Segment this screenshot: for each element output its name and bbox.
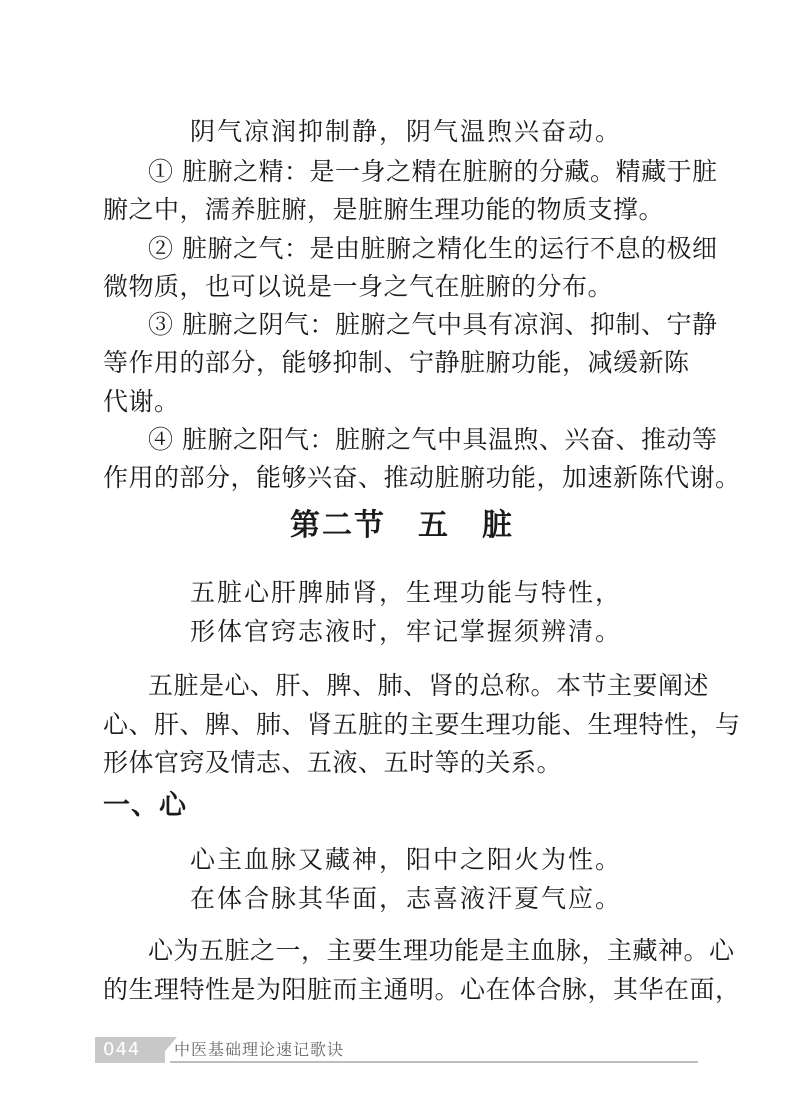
section-title: 第二节 五 脏 [290,508,514,543]
section-intro-line2: 心、肝、脾、肺、肾五脏的主要生理功能、生理特性，与 [103,710,741,739]
section-verse-line1: 五脏心肝脾肺肾，生理功能与特性， [190,578,623,607]
heart-text-line2: 的生理特性是为阳脏而主通明。心在体合脉，其华在面， [103,975,741,1004]
item3-line2: 等作用的部分，能够抑制、宁静脏腑功能，减缓新陈 [103,348,690,377]
section-verse-line2: 形体官窍志液时，牢记掌握须辨清。 [190,617,623,646]
page-number: 044 [103,1039,141,1060]
top-verse-line: 阴气凉润抑制静，阴气温煦兴奋动。 [190,117,623,146]
heart-text-line1: 心为五脏之一，主要生理功能是主血脉，主藏神。心 [148,936,735,965]
item4-line2: 作用的部分，能够兴奋、推动脏腑功能，加速新陈代谢。 [103,463,741,492]
item3-line3: 代谢。 [103,387,180,416]
item1-line2: 腑之中，濡养脏腑，是脏腑生理功能的物质支撑。 [103,195,665,224]
item3-line1: ③ 脏腑之阴气：脏腑之气中具有凉润、抑制、宁静 [148,310,718,339]
item2-line2: 微物质，也可以说是一身之气在脏腑的分布。 [103,272,614,301]
item2-line1: ② 脏腑之气：是由脏腑之精化生的运行不息的极细 [148,234,718,263]
section-intro-line3: 形体官窍及情志、五液、五时等的关系。 [103,748,563,777]
section-intro-line1: 五脏是心、肝、脾、肺、肾的总称。本节主要阐述 [148,671,710,700]
subsection-title: 一、心 [103,790,187,821]
heart-verse-line2: 在体合脉其华面，志喜液汗夏气应。 [190,884,623,913]
book-title: 中医基础理论速记歌诀 [174,1040,345,1059]
heart-verse-line1: 心主血脉又藏神，阳中之阳火为性。 [190,845,623,874]
item4-line1: ④ 脏腑之阳气：脏腑之气中具温煦、兴奋、推动等 [148,425,718,454]
item1-line1: ① 脏腑之精：是一身之精在脏腑的分藏。精藏于脏 [148,157,718,186]
